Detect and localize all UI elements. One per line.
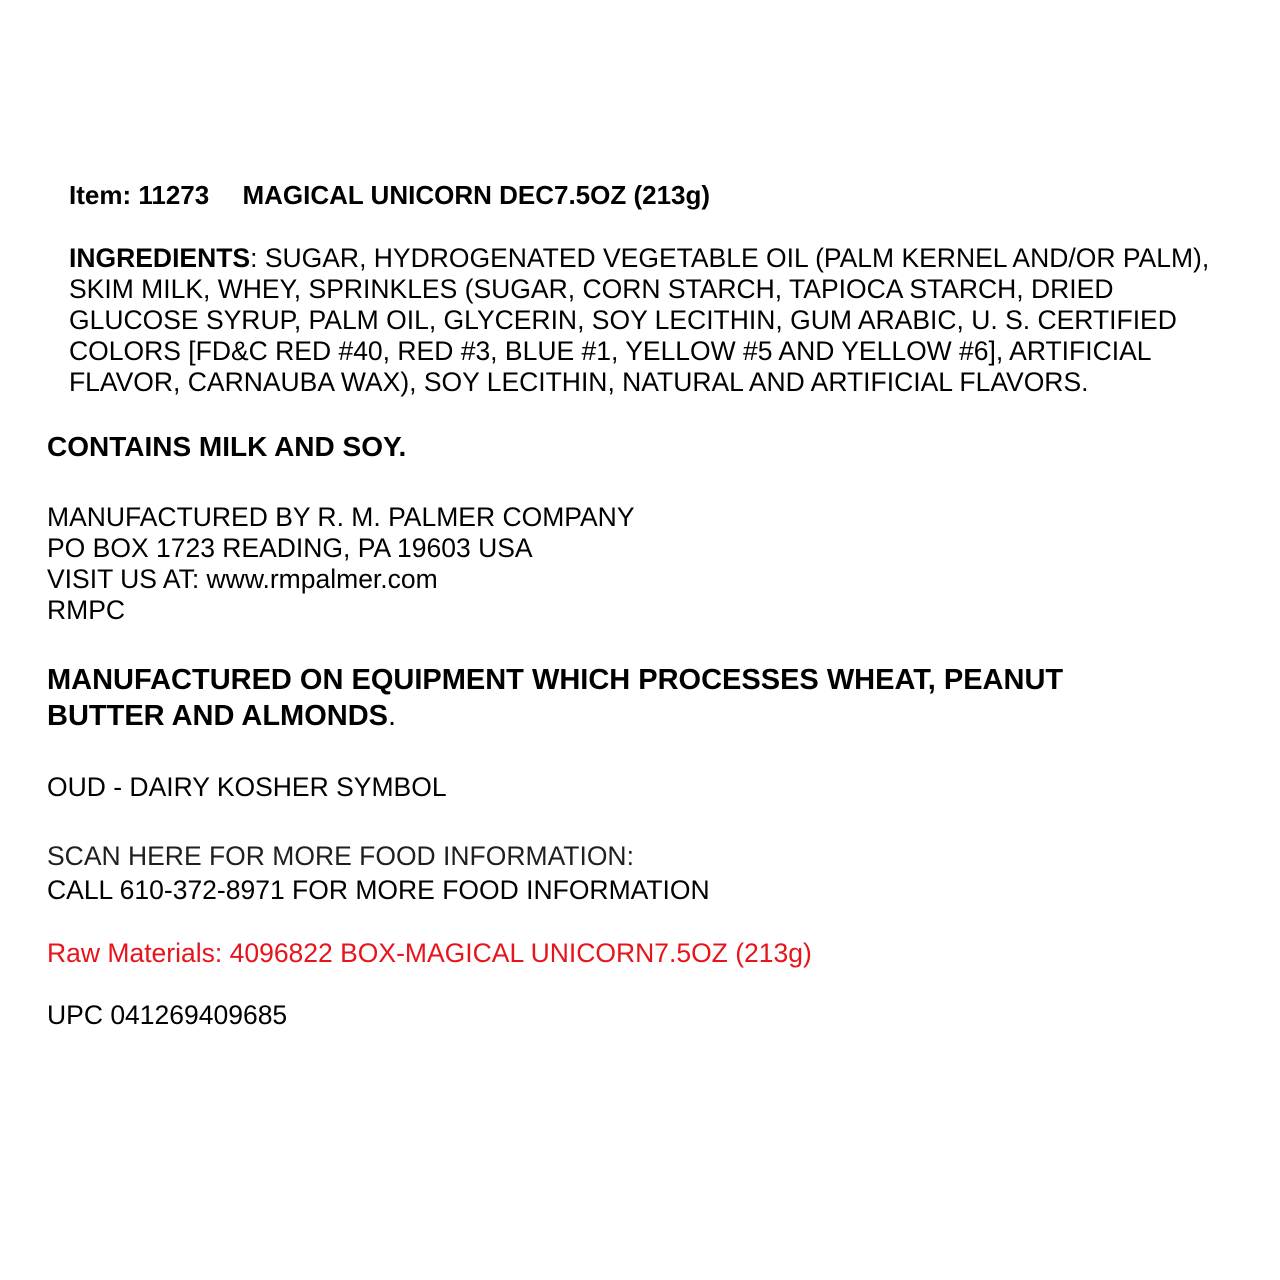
equipment-warning-line-2-text: BUTTER AND ALMONDS xyxy=(47,700,388,732)
manufacturer-website: VISIT US AT: www.rmpalmer.com xyxy=(47,564,438,594)
call-info-line: CALL 610-372-8971 FOR MORE FOOD INFORMATION xyxy=(47,875,710,905)
food-info-block xyxy=(47,839,710,907)
item-line xyxy=(69,180,710,210)
item-label: Item: xyxy=(69,180,132,210)
raw-materials-line: Raw Materials: 4096822 BOX-MAGICAL UNICORN7.5OZ (213g) xyxy=(47,938,812,968)
item-name: MAGICAL UNICORN DEC7.5OZ (213g) xyxy=(242,180,711,210)
ingredients-line-1 xyxy=(69,243,1209,274)
ingredients-line-5: FLAVOR, CARNAUBA WAX), SOY LECITHIN, NATURAL AND ARTIFICIAL FLAVORS. xyxy=(69,367,1089,397)
equipment-warning-line-1: MANUFACTURED ON EQUIPMENT WHICH PROCESSES WHEAT, PEANUT xyxy=(47,664,1064,696)
ingredients-label: INGREDIENTS xyxy=(69,243,251,273)
ingredients-line-3: GLUCOSE SYRUP, PALM OIL, GLYCERIN, SOY LECITHIN, GUM ARABIC, U. S. CERTIFIED xyxy=(69,305,1177,335)
equipment-warning xyxy=(47,662,1063,734)
ingredients-text-1: : SUGAR, HYDROGENATED VEGETABLE OIL (PALM KERNEL AND/OR PALM), xyxy=(250,243,1210,273)
ingredients-line-2: SKIM MILK, WHEY, SPRINKLES (SUGAR, CORN STARCH, TAPIOCA STARCH, DRIED xyxy=(69,274,1114,304)
equipment-warning-period: . xyxy=(388,700,397,732)
ingredients-line-4: COLORS [FD&C RED #40, RED #3, BLUE #1, YELLOW #5 AND YELLOW #6], ARTIFICIAL xyxy=(69,336,1152,366)
allergen-statement: CONTAINS MILK AND SOY. xyxy=(47,431,407,462)
manufacturer-name: MANUFACTURED BY R. M. PALMER COMPANY xyxy=(47,502,635,532)
manufacturer-block xyxy=(47,502,635,626)
manufacturer-address: PO BOX 1723 READING, PA 19603 USA xyxy=(47,533,533,563)
kosher-statement: OUD - DAIRY KOSHER SYMBOL xyxy=(47,772,447,802)
scan-info-line: SCAN HERE FOR MORE FOOD INFORMATION: xyxy=(47,841,634,871)
ingredients-block xyxy=(69,243,1209,398)
equipment-warning-line-2 xyxy=(47,698,1063,734)
upc-line: UPC 041269409685 xyxy=(47,1000,288,1030)
item-code: 11273 xyxy=(138,180,210,210)
manufacturer-code: RMPC xyxy=(47,595,126,625)
